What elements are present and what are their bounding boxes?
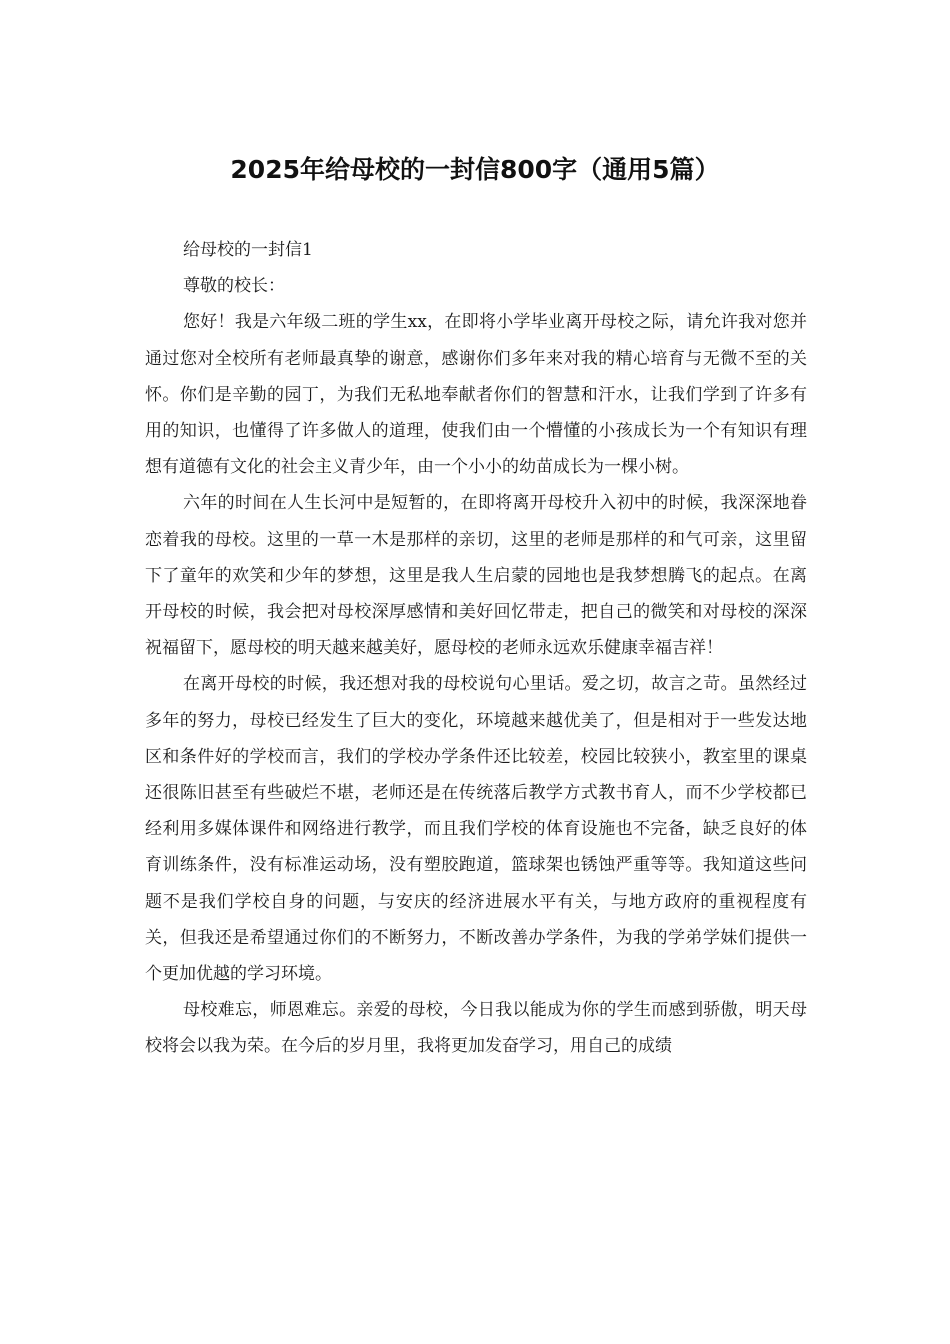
body-paragraph: 六年的时间在人生长河中是短暂的，在即将离开母校升入初中的时候，我深深地眷恋着我的母校。这里的一草一木是那样的亲切，这里的老师是那样的和气可亲，这里留下了童年的欢笑和少年的梦想，这里是我人生启蒙的园地也是我梦想腾飞的起点。在离开母校的时候，我会把对母校深厚感情和美好回忆带走，把自己的微笑和对母校的深深祝福留下，愿母校的明天越来越美好，愿母校的老师永远欢乐健康幸福吉祥！	[145, 493, 807, 659]
body-paragraph: 您好！我是六年级二班的学生xx，在即将小学毕业离开母校之际，请允许我对您并通过您对全校所有老师最真挚的谢意，感谢你们多年来对我的精心培育与无微不至的关怀。你们是辛勤的园丁，为我们无私地奉献者你们的智慧和汗水，让我们学到了许多有用的知识，也懂得了许多做人的道理，使我们由一个懵懂的小孩成长为一个有知识有理想有道德有文化的社会主义青少年，由一个小小的幼苗成长为一棵小树。	[145, 312, 807, 478]
section-heading: 给母校的一封信1	[183, 240, 313, 260]
document-title: 2025年给母校的一封信800字（通用5篇）	[230, 155, 720, 184]
body-paragraph: 在离开母校的时候，我还想对我的母校说句心里话。爱之切，故言之苛。虽然经过多年的努力，母校已经发生了巨大的变化，环境越来越优美了，但是相对于一些发达地区和条件好的学校而言，我们的学校办学条件还比较差，校园比较狭小，教室里的课桌还很陈旧甚至有些破烂不堪，老师还是在传统落后教学方式教书育人，而不少学校都已经利用多媒体课件和网络进行教学，而且我们学校的体育设施也不完备，缺乏良好的体育训练条件，没有标准运动场，没有塑胶跑道，篮球架也锈蚀严重等等。我知道这些问题不是我们学校自身的问题，与安庆的经济进展水平有关，与地方政府的重视程度有关，但我还是希望通过你们的不断努力，不断改善办学条件，为我的学弟学妹们提供一个更加优越的学习环境。	[145, 674, 807, 985]
salutation: 尊敬的校长：	[183, 276, 285, 297]
body-paragraph: 母校难忘，师恩难忘。亲爱的母校，今日我以能成为你的学生而感到骄傲，明天母校将会以我为荣。在今后的岁月里，我将更加发奋学习，用自己的成绩	[145, 1000, 807, 1057]
document-body	[145, 232, 807, 1065]
